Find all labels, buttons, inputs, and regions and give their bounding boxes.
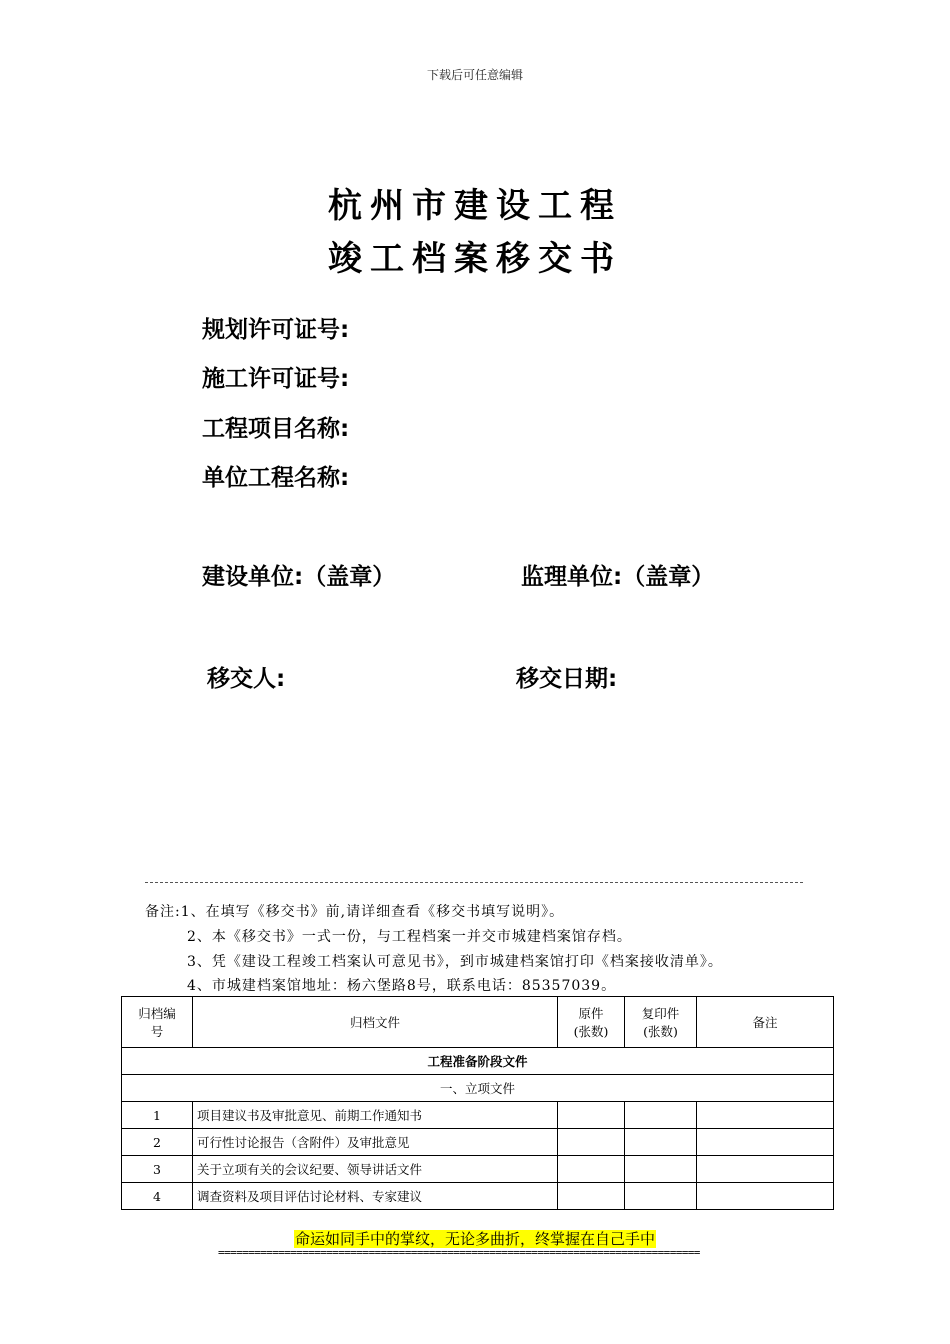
row-original-count [558,1156,625,1183]
table-row [122,1156,834,1183]
row-remarks [697,1183,834,1210]
row-copy-count [625,1129,697,1156]
header-original-line2: (张数) [573,1024,609,1039]
table-row [122,1129,834,1156]
archive-table [121,996,834,1210]
handover-person: 移交人: [207,666,286,692]
header-number-line2: 号 [150,1024,164,1039]
header-copy-line1: 复印件 [641,1006,680,1021]
dashed-divider [145,882,803,883]
handover-date: 移交日期: [516,666,618,692]
header-number-line1: 归档编 [138,1006,176,1021]
supervise-unit-seal: 监理单位:（盖章） [521,564,715,590]
separator-line: ================================================================================ [218,1246,700,1259]
row-original-count [558,1129,625,1156]
header-archive-document: 归档文件 [193,997,558,1048]
row-copy-count [625,1156,697,1183]
row-document: 可行性讨论报告（含附件）及审批意见 [193,1129,558,1156]
row-document: 项目建议书及审批意见、前期工作通知书 [193,1102,558,1129]
header-original [558,997,625,1048]
header-remarks: 备注 [697,997,834,1048]
row-document: 调查资料及项目评估讨论材料、专家建议 [193,1183,558,1210]
table-header-row [122,997,834,1048]
note-line-3: 3、凭《建设工程竣工档案认可意见书》，到市城建档案馆打印《档案接收清单》。 [187,954,723,970]
build-unit-seal: 建设单位:（盖章） [202,564,396,590]
row-copy-count [625,1102,697,1129]
row-number: 2 [122,1129,193,1156]
subsection-title: 一、立项文件 [122,1075,834,1102]
section-title: 工程准备阶段文件 [122,1048,834,1075]
row-remarks [697,1102,834,1129]
table-row [122,1102,834,1129]
note-line-4: 4、市城建档案馆地址：杨六堡路8号，联系电话：85357039。 [187,978,617,994]
note-line-2: 2、本《移交书》一式一份，与工程档案一并交市城建档案馆存档。 [187,929,632,945]
row-number: 1 [122,1102,193,1129]
row-remarks [697,1129,834,1156]
header-note: 下载后可任意编辑 [426,68,523,82]
row-original-count [558,1102,625,1129]
note-line-1: 备注:1、在填写《移交书》前,请详细查看《移交书填写说明》。 [145,904,565,920]
document-title-line2: 竣工档案移交书 [328,239,622,279]
field-planning-permit: 规划许可证号: [202,317,350,343]
header-copy [625,997,697,1048]
row-number: 4 [122,1183,193,1210]
row-original-count [558,1183,625,1210]
field-project-name: 工程项目名称: [202,416,350,442]
table-section-row [122,1048,834,1075]
row-copy-count [625,1183,697,1210]
motto-highlight: 命运如同手中的掌纹，无论多曲折，终掌握在自己手中 [294,1230,655,1248]
header-copy-line2: (张数) [643,1024,678,1039]
field-construction-permit: 施工许可证号: [202,366,350,392]
header-archive-number [122,997,193,1048]
row-number: 3 [122,1156,193,1183]
row-document: 关于立项有关的会议纪要、领导讲话文件 [193,1156,558,1183]
table-subsection-row [122,1075,834,1102]
field-unit-project-name: 单位工程名称: [202,465,350,491]
header-original-line1: 原件 [578,1006,604,1021]
document-title-line1: 杭州市建设工程 [328,186,622,226]
table-row [122,1183,834,1210]
row-remarks [697,1156,834,1183]
